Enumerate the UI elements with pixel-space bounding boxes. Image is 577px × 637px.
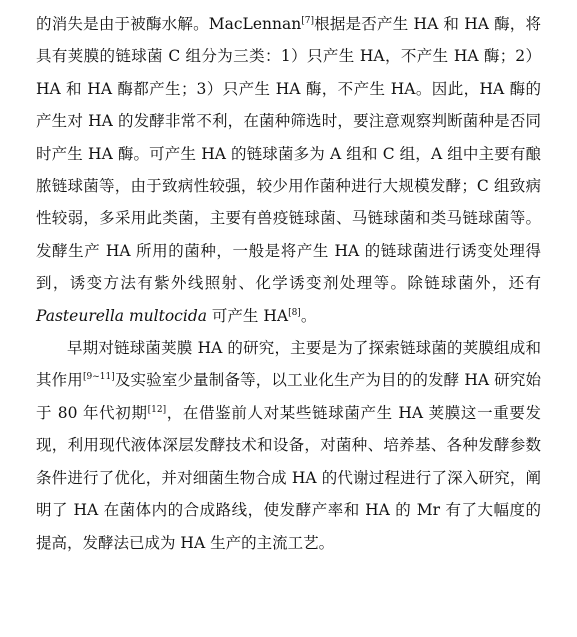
text-segment: 及实验室少量制备等，以工业化生产为目的的发酵 HA 研究始于 80 年代初期 bbox=[36, 371, 541, 422]
text-segment: 可产生 HA bbox=[206, 306, 289, 325]
citation-ref-8: [8] bbox=[288, 307, 301, 318]
citation-ref-12: [12] bbox=[147, 404, 167, 415]
species-name: Pasteurella multocida bbox=[36, 306, 207, 325]
citation-ref-9-11: [9~11] bbox=[82, 372, 115, 383]
paragraph-2 bbox=[36, 332, 541, 559]
text-segment: 。 bbox=[300, 306, 317, 325]
text-segment: 早期对链球菌荚膜 HA 的研究，主要是为了探索链球菌的荚膜组成和其作用 bbox=[36, 339, 541, 390]
citation-ref-7: [7] bbox=[301, 15, 314, 26]
text-segment: ，在借鉴前人对某些链球菌产生 HA 荚膜这一重要发现，利用现代液体深层发酵技术和设备，对菌种、培养基、各种发酵参数条件进行了优化，并对细菌生物合成 HA 的代谢过程进行了深入研究，阐明了 HA 在菌体内的合成路线，使发酵产率和 HA 的 Mr 有了大幅度的提高，发酵法已成为 HA 生产的主流工艺。 bbox=[36, 403, 542, 552]
text-segment: 的消失是由于被酶水解。MacLennan bbox=[36, 15, 302, 33]
paragraph-1 bbox=[36, 8, 541, 332]
text-segment: 根据是否产生 HA 和 HA 酶，将具有荚膜的链球菌 C 组分为三类：1）只产生 HA，不产生 HA 酶；2）HA 和 HA 酶都产生；3）只产生 HA 酶，不产生 HA。因此，HA 酶的产生对 HA 的发酵非常不利，在菌种筛选时，要注意观察判断菌种是否同时产生 HA 酶。可产生 HA 的链球菌多为 A 组和 C 组，A 组中主要有酿脓链球菌等，由于致病性较强，较少用作菌种进行大规模发酵；C 组致病性较弱，多采用此类菌，主要有兽疫链球菌、马链球菌和类马链球菌等。发酵生产 HA 所用的菌种，一般是将产生 HA 的链球菌进行诱变处理得到，诱变方法有紫外线照射、化学诱变剂处理等。除链球菌外，还有 bbox=[36, 15, 541, 293]
